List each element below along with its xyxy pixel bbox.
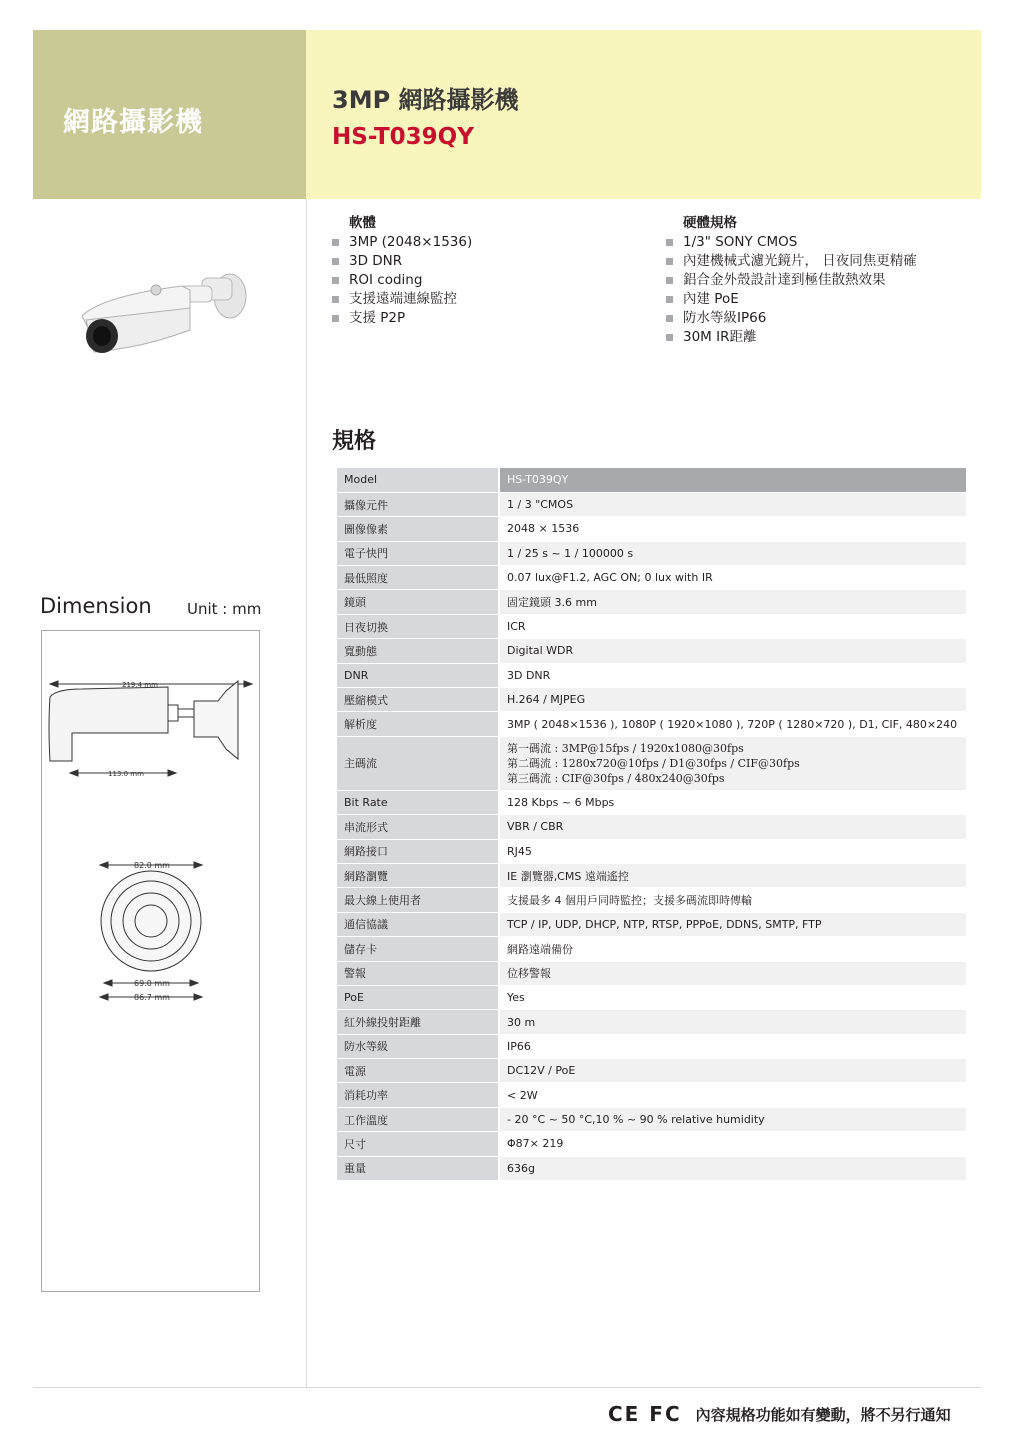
spec-value: HS-T039QY xyxy=(499,468,966,492)
spec-key: 解析度 xyxy=(337,712,499,736)
dimension-title: Dimension xyxy=(40,594,152,618)
spec-value: 3MP ( 2048×1536 ), 1080P ( 1920×1080 ), 720P ( 1280×720 ), D1, CIF, 480×240 xyxy=(499,712,966,736)
table-row xyxy=(337,815,966,839)
table-row xyxy=(337,566,966,590)
hardware-item: 30M IR距離 xyxy=(666,328,917,347)
table-row xyxy=(337,1034,966,1058)
table-row xyxy=(337,614,966,638)
spec-key: 網路瀏覽 xyxy=(337,863,499,887)
product-model: HS-T039QY xyxy=(332,124,474,150)
spec-key: 日夜切換 xyxy=(337,614,499,638)
spec-value: 支援最多 4 個用戶同時監控；支援多碼流即時傳輸 xyxy=(499,888,966,912)
table-row xyxy=(337,541,966,565)
hardware-item: 防水等級IP66 xyxy=(666,309,917,328)
table-row xyxy=(337,492,966,516)
spec-key: 主碼流 xyxy=(337,736,499,790)
table-row xyxy=(337,639,966,663)
footer-notice: 內容規格功能如有變動，將不另行通知 xyxy=(695,1405,951,1424)
column-divider xyxy=(306,199,307,1388)
spec-value: 636g xyxy=(499,1156,966,1180)
dimension-drawing-box xyxy=(41,630,260,1292)
spec-value: 位移警報 xyxy=(499,961,966,985)
spec-value: Yes xyxy=(499,985,966,1009)
spec-value: DC12V / PoE xyxy=(499,1059,966,1083)
table-row xyxy=(337,1059,966,1083)
table-row xyxy=(337,688,966,712)
dim-front-width-label: 82.0 mm xyxy=(134,861,170,870)
spec-value: 2048 × 1536 xyxy=(499,517,966,541)
spec-value: 1 / 25 s ~ 1 / 100000 s xyxy=(499,541,966,565)
table-row xyxy=(337,468,966,492)
spec-key: 攝像元件 xyxy=(337,492,499,516)
table-row xyxy=(337,663,966,687)
software-heading: 軟體 xyxy=(349,215,376,231)
table-row xyxy=(337,961,966,985)
table-row xyxy=(337,590,966,614)
category-label: 網路攝影機 xyxy=(63,107,203,138)
certification-logos: CE FC xyxy=(608,1402,682,1426)
table-row xyxy=(337,1107,966,1131)
spec-key: 電子快門 xyxy=(337,541,499,565)
product-title: 3MP 網路攝影機 xyxy=(332,86,519,114)
hardware-item: 1/3" SONY CMOS xyxy=(666,233,917,252)
spec-value: TCP / IP, UDP, DHCP, NTP, RTSP, PPPoE, DDNS, SMTP, FTP xyxy=(499,912,966,936)
table-row xyxy=(337,790,966,814)
software-item: ROI coding xyxy=(332,271,472,290)
spec-value: Φ87× 219 xyxy=(499,1132,966,1156)
spec-key: 寬動態 xyxy=(337,639,499,663)
stream-line: 第一碼流 : 3MP@15fps / 1920x1080@30fps xyxy=(507,741,744,755)
spec-value: VBR / CBR xyxy=(499,815,966,839)
software-features xyxy=(332,214,472,328)
spec-key: 最大線上使用者 xyxy=(337,888,499,912)
spec-value: IE 瀏覽器,CMS 遠端遙控 xyxy=(499,863,966,887)
spec-value: 128 Kbps ~ 6 Mbps xyxy=(499,790,966,814)
spec-value: 網路遠端備份 xyxy=(499,937,966,961)
hardware-heading: 硬體規格 xyxy=(683,215,737,231)
spec-value: 固定鏡頭 3.6 mm xyxy=(499,590,966,614)
spec-key: 鏡頭 xyxy=(337,590,499,614)
spec-value: 30 m xyxy=(499,1010,966,1034)
spec-key: 消耗功率 xyxy=(337,1083,499,1107)
table-row xyxy=(337,912,966,936)
spec-value: Digital WDR xyxy=(499,639,966,663)
spec-key: 壓縮模式 xyxy=(337,688,499,712)
spec-key: 網路接口 xyxy=(337,839,499,863)
table-row xyxy=(337,517,966,541)
spec-value: IP66 xyxy=(499,1034,966,1058)
spec-key: 圖像像素 xyxy=(337,517,499,541)
spec-key: 串流形式 xyxy=(337,815,499,839)
software-item: 3MP (2048×1536) xyxy=(332,233,472,252)
dimension-drawing xyxy=(42,631,261,1293)
spec-key: PoE xyxy=(337,985,499,1009)
spec-key: 紅外線投射距離 xyxy=(337,1010,499,1034)
spec-key: 儲存卡 xyxy=(337,937,499,961)
title-band xyxy=(306,30,981,199)
table-row xyxy=(337,1132,966,1156)
hardware-features xyxy=(666,214,917,347)
dim-inner-label: 69.0 mm xyxy=(134,979,170,988)
dim-outer-label: 86.7 mm xyxy=(134,993,170,1002)
table-row xyxy=(337,839,966,863)
spec-value-multiline xyxy=(499,736,966,790)
hardware-item: 內建 PoE xyxy=(666,290,917,309)
footer-divider xyxy=(33,1387,981,1388)
table-row xyxy=(337,1010,966,1034)
table-row xyxy=(337,1156,966,1180)
table-row xyxy=(337,736,966,790)
category-band xyxy=(33,30,306,199)
spec-key: 防水等級 xyxy=(337,1034,499,1058)
spec-key: Bit Rate xyxy=(337,790,499,814)
table-row xyxy=(337,712,966,736)
dimension-unit: Unit : mm xyxy=(187,600,262,618)
software-item: 支援 P2P xyxy=(332,309,472,328)
dim-length-label: 219.4 mm xyxy=(122,681,158,689)
spec-key: DNR xyxy=(337,663,499,687)
spec-value: 0.07 lux@F1.2, AGC ON; 0 lux with IR xyxy=(499,566,966,590)
table-row xyxy=(337,1083,966,1107)
spec-table xyxy=(337,468,966,1181)
table-row xyxy=(337,937,966,961)
software-item: 支援遠端連線監控 xyxy=(332,290,472,309)
spec-key: 尺寸 xyxy=(337,1132,499,1156)
stream-line: 第三碼流 : CIF@30fps / 480x240@30fps xyxy=(507,771,725,785)
spec-key: 最低照度 xyxy=(337,566,499,590)
spec-key: Model xyxy=(337,468,499,492)
spec-value: H.264 / MJPEG xyxy=(499,688,966,712)
spec-key: 警報 xyxy=(337,961,499,985)
hardware-item: 鋁合金外殼設計達到極佳散熱效果 xyxy=(666,271,917,290)
spec-value: ICR xyxy=(499,614,966,638)
hardware-item: 內建機械式濾光鏡片， 日夜同焦更精確 xyxy=(666,252,917,271)
table-row xyxy=(337,985,966,1009)
spec-value: - 20 °C ~ 50 °C,10 % ~ 90 % relative humidity xyxy=(499,1107,966,1131)
spec-value: < 2W xyxy=(499,1083,966,1107)
spec-key: 重量 xyxy=(337,1156,499,1180)
footer xyxy=(608,1402,951,1426)
dim-bottom-label: 113.0 mm xyxy=(108,770,144,778)
table-row xyxy=(337,888,966,912)
spec-value: 3D DNR xyxy=(499,663,966,687)
spec-title: 規格 xyxy=(332,429,377,454)
spec-key: 工作溫度 xyxy=(337,1107,499,1131)
stream-line: 第二碼流 : 1280x720@10fps / D1@30fps / CIF@30fps xyxy=(507,756,800,770)
spec-value: RJ45 xyxy=(499,839,966,863)
spec-key: 電源 xyxy=(337,1059,499,1083)
spec-value: 1 / 3 "CMOS xyxy=(499,492,966,516)
spec-key: 通信協議 xyxy=(337,912,499,936)
table-row xyxy=(337,863,966,887)
software-item: 3D DNR xyxy=(332,252,472,271)
camera-product-image xyxy=(72,268,252,378)
